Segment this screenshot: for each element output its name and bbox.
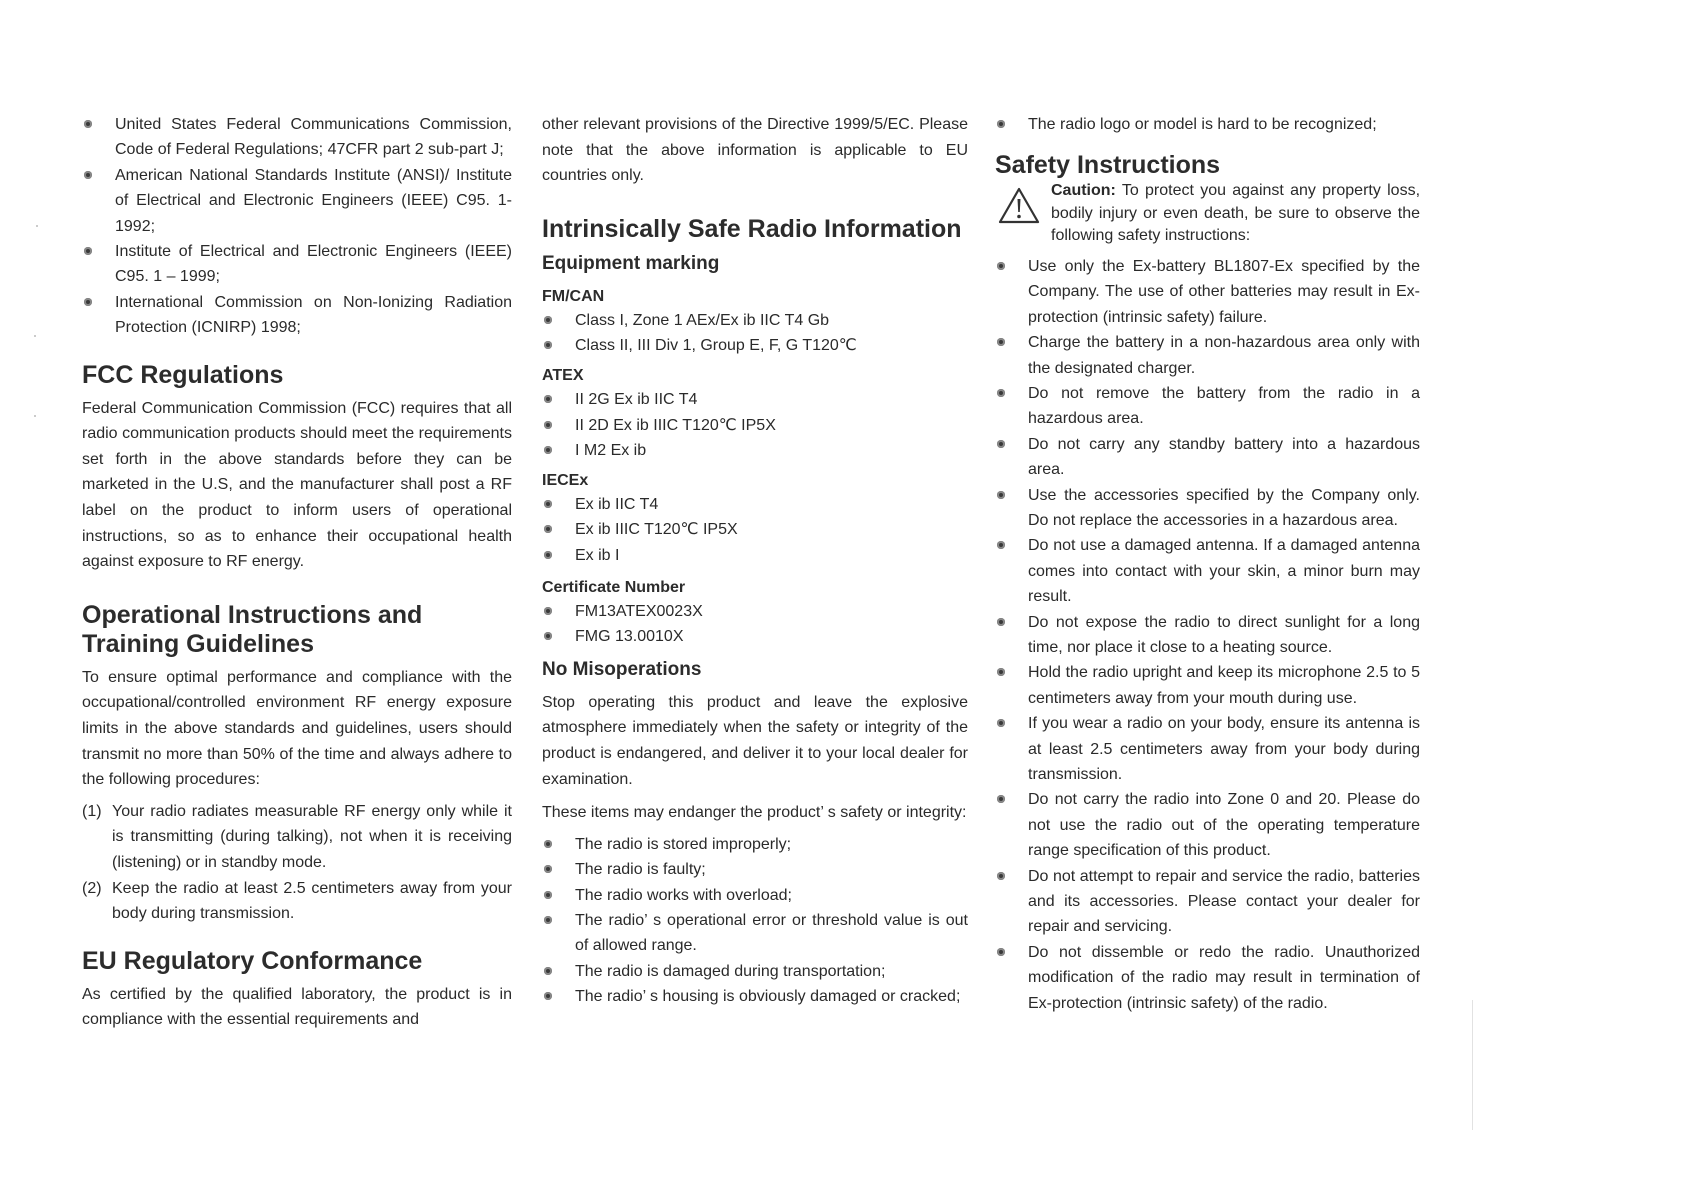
fmcan-list (542, 308, 968, 359)
list-item: Ex ib I (542, 543, 968, 569)
list-item: Use the accessories specified by the Company only. Do not replace the accessories in a hazardous area. (995, 483, 1420, 534)
bullet-dot-icon (84, 247, 92, 255)
list-item: I M2 Ex ib (542, 438, 968, 464)
bullet-dot-icon (997, 872, 1005, 880)
certificate-label: Certificate Number (542, 578, 686, 596)
list-item: Class II, III Div 1, Group E, F, G T120℃ (542, 333, 968, 359)
scan-speck (34, 415, 36, 417)
bullet-dot-icon (544, 891, 552, 899)
bullet-dot-icon (544, 840, 552, 848)
bullet-dot-icon (544, 500, 552, 508)
bullet-dot-icon (544, 632, 552, 640)
eu-body-continued: other relevant provisions of the Directive 1999/5/EC. Please note that the above information is applicable to EU countries only. (542, 116, 968, 185)
list-item: Use only the Ex-battery BL1807-Ex specified by the Company. The use of other batteries may result in Ex-protection (intrinsic safety) failure. (995, 254, 1420, 330)
caution-text: To protect you against any property loss, bodily injury or even death, be sure to observe the following safety instructions: (1051, 182, 1421, 245)
list-item: Do not attempt to repair and service the radio, batteries and its accessories. Please contact your dealer for repair and servicing. (995, 864, 1420, 940)
fcc-heading: FCC Regulations (82, 360, 284, 389)
iecex-list (542, 492, 968, 569)
list-item: American National Standards Institute (ANSI)/ Institute of Electrical and Electronic Engineers (IEEE) C95. 1-1992; (82, 163, 512, 239)
standards-list (82, 112, 512, 341)
list-item: United States Federal Communications Commission, Code of Federal Regulations; 47CFR part 2 sub-part J; (82, 112, 512, 163)
bullet-dot-icon (544, 916, 552, 924)
list-item: Do not use a damaged antenna. If a damaged antenna comes into contact with your skin, a minor burn may result. (995, 533, 1420, 609)
bullet-dot-icon (544, 525, 552, 533)
list-item: The radio is damaged during transportation; (542, 959, 968, 984)
scan-speck (34, 335, 36, 337)
list-item: Ex ib IIIC T120℃ IP5X (542, 517, 968, 543)
bullet-dot-icon (997, 120, 1005, 128)
misoperation-list (542, 832, 968, 1010)
list-item: Ex ib IIC T4 (542, 492, 968, 518)
list-item: Charge the battery in a non-hazardous area only with the designated charger. (995, 330, 1420, 381)
eu-body: As certified by the qualified laboratory, the product is in compliance with the essential requirements and (82, 985, 512, 1029)
iecex-label: IECEx (542, 471, 589, 489)
scan-speck (36, 225, 38, 227)
operational-heading-line2: Training Guidelines (82, 629, 314, 658)
bullet-dot-icon (997, 719, 1005, 727)
bullet-dot-icon (544, 341, 552, 349)
intrinsic-heading: Intrinsically Safe Radio Information (542, 214, 962, 243)
bullet-dot-icon (544, 967, 552, 975)
bullet-dot-icon (997, 389, 1005, 397)
list-item: FMG 13.0010X (542, 624, 968, 650)
bullet-dot-icon (997, 618, 1005, 626)
bullet-dot-icon (544, 865, 552, 873)
bullet-dot-icon (84, 171, 92, 179)
caution-label: Caution: (1051, 182, 1116, 200)
bullet-dot-icon (544, 421, 552, 429)
column-left (82, 112, 512, 1033)
list-item: Hold the radio upright and keep its microphone 2.5 to 5 centimeters away from your mouth during use. (995, 660, 1420, 711)
bullet-dot-icon (544, 607, 552, 615)
list-item: The radio’ s housing is obviously damaged or cracked; (542, 984, 968, 1009)
no-misoperations-body1: Stop operating this product and leave the explosive atmosphere immediately when the safety or integrity of the product is endangered, and deliver it to your local dealer for examination. (542, 693, 968, 788)
list-item: International Commission on Non-Ionizing Radiation Protection (ICNIRP) 1998; (82, 290, 512, 341)
bullet-dot-icon (997, 440, 1005, 448)
safety-heading: Safety Instructions (995, 151, 1221, 180)
caution-block (995, 180, 1420, 248)
list-item: Do not dissemble or redo the radio. Unauthorized modification of the radio may result in termination of Ex-protection (intrinsic safety) of the radio. (995, 940, 1420, 1016)
certificate-list (542, 599, 968, 650)
bullet-dot-icon (997, 948, 1005, 956)
list-item: Do not carry any standby battery into a hazardous area. (995, 432, 1420, 483)
list-item: Do not expose the radio to direct sunlight for a long time, nor place it close to a heating source. (995, 610, 1420, 661)
atex-label: ATEX (542, 366, 584, 384)
no-misoperations-body2: These items may endanger the product’ s safety or integrity: (542, 804, 967, 822)
bullet-dot-icon (544, 446, 552, 454)
list-item: If you wear a radio on your body, ensure its antenna is at least 2.5 centimeters away from your body during transmission. (995, 711, 1420, 787)
scan-artifact (1472, 1000, 1473, 1130)
operational-heading-line1: Operational Instructions and (82, 600, 423, 629)
list-item: The radio is faulty; (542, 857, 968, 882)
eu-heading: EU Regulatory Conformance (82, 946, 423, 975)
bullet-dot-icon (997, 262, 1005, 270)
list-item: FM13ATEX0023X (542, 599, 968, 625)
list-item: (1) Your radio radiates measurable RF energy only while it is transmitting (during talking), not when it is receiving (listening) or in standby mode. (82, 802, 512, 871)
bullet-dot-icon (997, 668, 1005, 676)
bullet-dot-icon (997, 795, 1005, 803)
list-item: (2) Keep the radio at least 2.5 centimeters away from your body during transmission. (82, 879, 512, 923)
bullet-dot-icon (84, 298, 92, 306)
recognition-list (995, 112, 1420, 137)
list-item: The radio logo or model is hard to be recognized; (995, 112, 1420, 137)
column-right (995, 112, 1420, 1016)
safety-list (995, 254, 1420, 1016)
bullet-dot-icon (544, 395, 552, 403)
equipment-marking-heading: Equipment marking (542, 252, 720, 274)
bullet-dot-icon (997, 541, 1005, 549)
bullet-dot-icon (544, 316, 552, 324)
list-item: II 2G Ex ib IIC T4 (542, 387, 968, 413)
list-item: The radio’ s operational error or threshold value is out of allowed range. (542, 908, 968, 959)
bullet-dot-icon (544, 551, 552, 559)
bullet-dot-icon (997, 338, 1005, 346)
list-item: Institute of Electrical and Electronic Engineers (IEEE) C95. 1 – 1999; (82, 239, 512, 290)
list-item: The radio works with overload; (542, 883, 968, 908)
list-item: Do not remove the battery from the radio in a hazardous area. (995, 381, 1420, 432)
bullet-dot-icon (544, 992, 552, 1000)
warning-triangle-icon (997, 186, 1041, 226)
operational-body: To ensure optimal performance and compliance with the occupational/controlled environment RF energy exposure limits in the above standards and guidelines, users should transmit no more than 50% of the time and always adhere to the following procedures: (82, 668, 512, 789)
list-item: II 2D Ex ib IIIC T120℃ IP5X (542, 413, 968, 439)
fmcan-label: FM/CAN (542, 287, 605, 305)
atex-list (542, 387, 968, 464)
no-misoperations-heading: No Misoperations (542, 658, 702, 680)
operational-steps (82, 799, 512, 927)
fcc-body: Federal Communication Commission (FCC) requires that all radio communication products should meet the requirements set forth in the above standards before they can be marketed in the U.S, and the manufacturer shall post a RF label on the product to inform users of operational instructions, so as to enhance their occupational health against exposure to RF energy. (82, 399, 512, 571)
bullet-dot-icon (997, 491, 1005, 499)
column-middle (542, 112, 968, 1010)
list-item: The radio is stored improperly; (542, 832, 968, 857)
bullet-dot-icon (84, 120, 92, 128)
list-item: Do not carry the radio into Zone 0 and 20. Please do not use the radio out of the operating temperature range specification of this product. (995, 787, 1420, 863)
list-item: Class I, Zone 1 AEx/Ex ib IIC T4 Gb (542, 308, 968, 334)
